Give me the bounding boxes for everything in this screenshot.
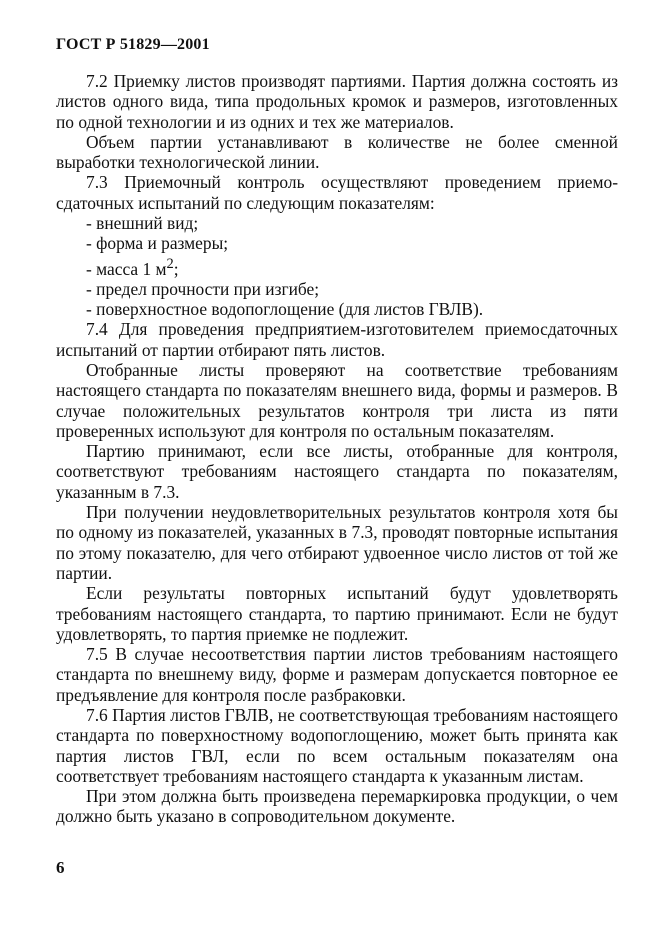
paragraph-7-4: 7.4 Для проведения предприятием-изготовителем приемосдаточных испытаний от партии отбирают пять листов. <box>56 319 618 360</box>
indicator-mass <box>56 254 618 279</box>
indicator-bending-strength: - предел прочности при изгибе; <box>86 278 320 299</box>
paragraph-batch-volume: Объем партии устанавливают в количестве не более сменной выработки технологической линии. <box>56 131 618 173</box>
standard-header: ГОСТ Р 51829—2001 <box>56 36 210 53</box>
paragraph-retest: При получении неудовлетворительных результатов контроля хотя бы по одному из показателей, указанных в 7.3, проводят повторные испытания по этому показателю, для чего отбирают удвоенное число листов от той же партии. <box>56 502 618 583</box>
indicator-mass-suffix: ; <box>173 258 179 279</box>
document-body <box>56 71 618 827</box>
paragraph-7-2: 7.2 Приемку листов производят партиями. Партия должна состоять из листов одного вида, типа продольных кромок и размеров, изготовленных по одной технологии и из одних и тех же материалов. <box>56 71 618 132</box>
indicator-shape-size: - форма и размеры; <box>86 233 229 254</box>
indicator-mass-text: - масса 1 м <box>86 258 167 279</box>
indicator-water-absorption: - поверхностное водопоглощение (для листов ГВЛВ). <box>86 299 484 320</box>
indicator-mass-superscript: 2 <box>166 255 174 272</box>
paragraph-7-6: 7.6 Партия листов ГВЛВ, не соответствующая требованиям настоящего стандарта по поверхностному водопоглощению, может быть принята как партия листов ГВЛ, если по всем остальным показателям она соответствует требованиям настоящего стандарта к указанным листам. <box>56 705 618 786</box>
paragraph-retest-result: Если результаты повторных испытаний будут удовлетворять требованиям настоящего стандарта, то партию принимают. Если не будут удовлетворять, то партия приемке не подлежит. <box>56 583 618 644</box>
indicator-list <box>56 213 618 319</box>
paragraph-batch-acceptance: Партию принимают, если все листы, отобранные для контроля, соответствуют требованиям настоящего стандарта по показателям, указанным в 7.3. <box>56 441 618 502</box>
indicator-appearance: - внешний вид; <box>86 213 199 234</box>
page-number: 6 <box>56 858 65 877</box>
paragraph-7-3: 7.3 Приемочный контроль осуществляют проведением приемо-сдаточных испытаний по следующим показателям: <box>56 172 618 213</box>
paragraph-sheet-check: Отобранные листы проверяют на соответствие требованиям настоящего стандарта по показателям внешнего вида, формы и размеров. В случае положительных результатов контроля три листа из пяти проверенных используют для контроля по остальным показателям. <box>56 359 618 441</box>
paragraph-7-5: 7.5 В случае несоответствия партии листов требованиям настоящего стандарта по внешнему виду, форме и размерам допускается повторное ее предъявление для контроля после разбраковки. <box>56 644 618 705</box>
paragraph-remarking: При этом должна быть произведена перемаркировка продукции, о чем должно быть указано в сопроводительном документе. <box>56 786 618 827</box>
